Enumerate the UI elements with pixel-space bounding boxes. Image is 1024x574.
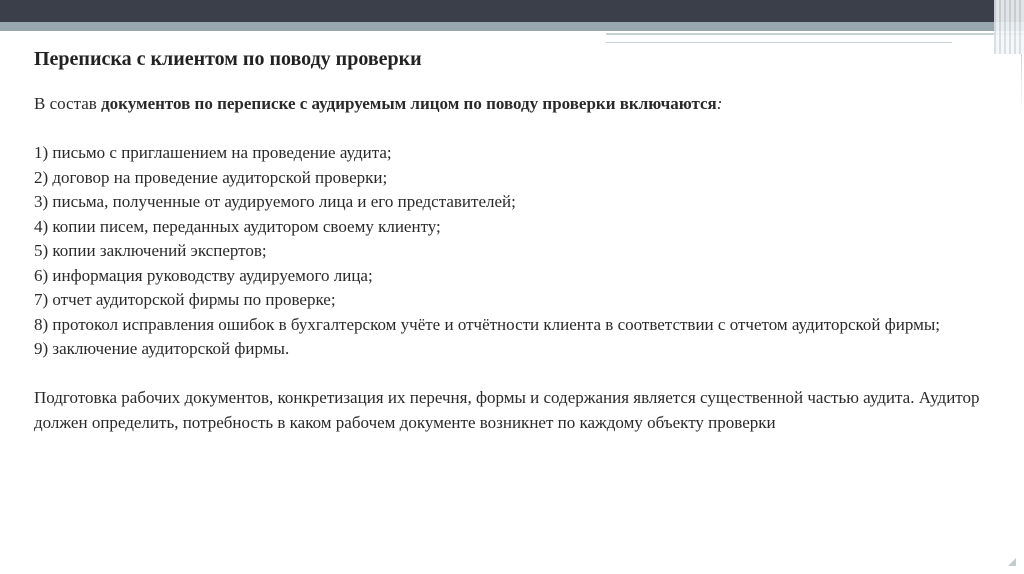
intro-paragraph bbox=[34, 92, 994, 117]
list-item: 3) письма, полученные от аудируемого лица и его представителей; bbox=[34, 192, 516, 211]
header-band bbox=[0, 22, 1024, 31]
intro-suffix: : bbox=[716, 94, 723, 113]
document-list bbox=[34, 141, 994, 362]
conclusion-paragraph: Подготовка рабочих документов, конкретизация их перечня, формы и содержания является существенной частью аудита. Аудитор должен определить, потребность в каком рабочем документе возникнет по каждому объекту проверки bbox=[34, 388, 980, 432]
header-bar bbox=[0, 0, 1024, 22]
slide-corner-mark bbox=[1008, 558, 1016, 566]
list-item: 9) заключение аудиторской фирмы. bbox=[34, 339, 290, 358]
slide-body bbox=[34, 92, 994, 435]
decorative-line bbox=[606, 33, 1024, 35]
list-item: 8) протокол исправления ошибок в бухгалтерском учёте и отчётности клиента в соответствии с отчетом аудиторской фирмы; bbox=[34, 314, 940, 334]
slide-title: Переписка с клиентом по поводу проверки bbox=[34, 48, 422, 70]
decorative-edge bbox=[1021, 54, 1022, 114]
intro-bold: документов по переписке с аудируемым лицом по поводу проверки включаются bbox=[101, 94, 717, 113]
spacer bbox=[34, 117, 994, 142]
list-item: 6) информация руководству аудируемого лица; bbox=[34, 265, 373, 285]
list-item: 4) копии писем, переданных аудитором своему клиенту; bbox=[34, 216, 441, 236]
list-item: 7) отчет аудиторской фирмы по проверке; bbox=[34, 290, 336, 309]
list-item: 5) копии заключений экспертов; bbox=[34, 241, 267, 260]
list-item: 1) письмо с приглашением на проведение аудита; bbox=[34, 143, 392, 162]
list-item: 2) договор на проведение аудиторской проверки; bbox=[34, 167, 388, 187]
spacer bbox=[34, 362, 994, 387]
decorative-line bbox=[606, 42, 952, 43]
intro-prefix: В состав bbox=[34, 94, 102, 113]
decorative-stripes bbox=[994, 0, 1024, 54]
